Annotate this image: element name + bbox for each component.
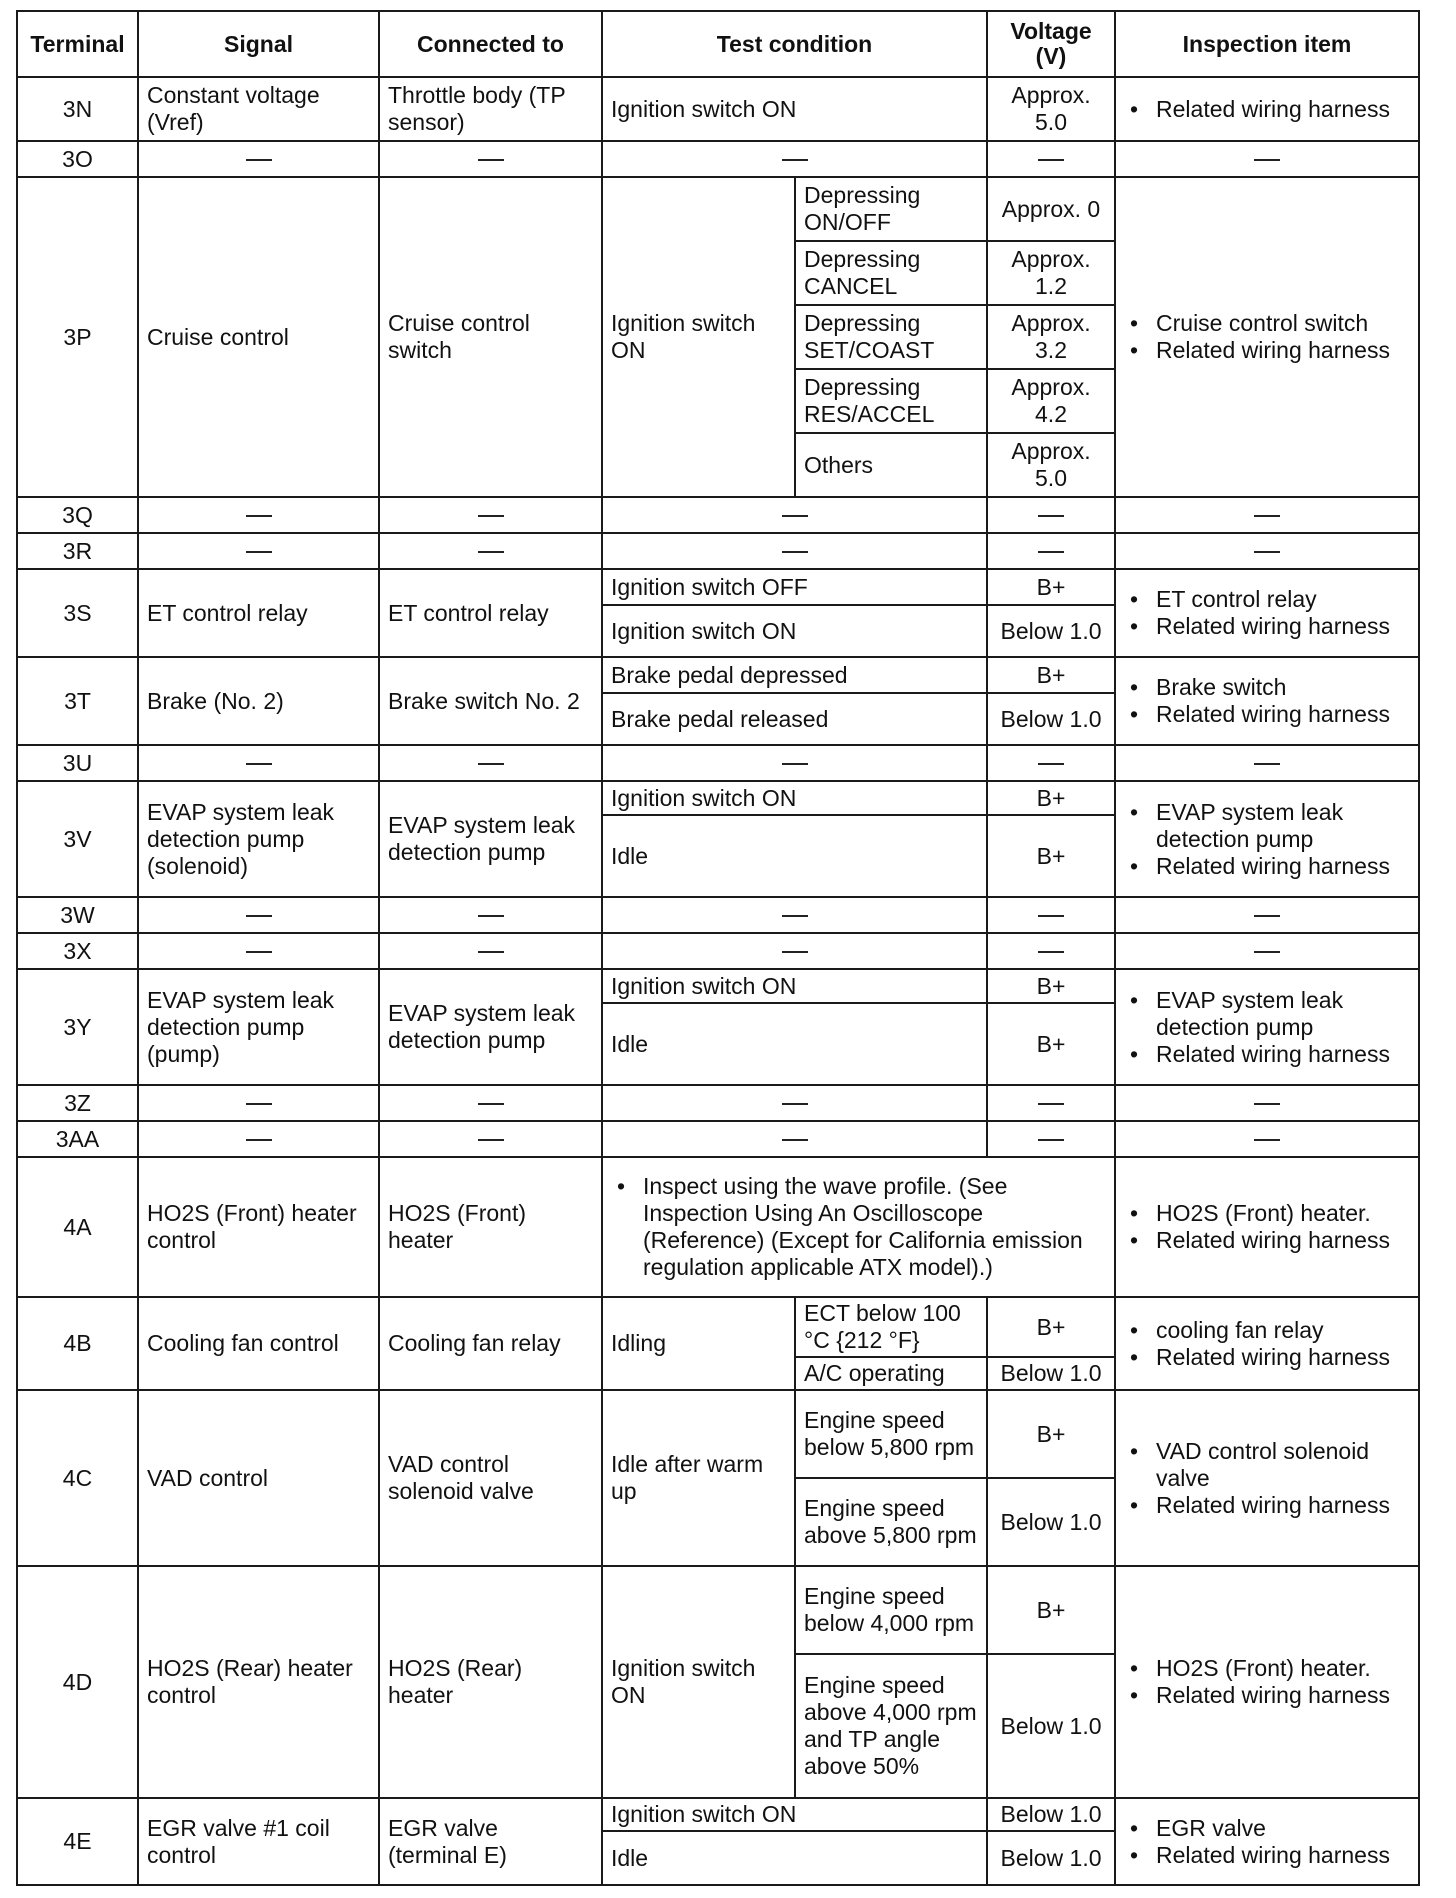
dash-cell <box>379 533 602 569</box>
inspection-item: • HO2S (Front) heater. <box>1124 1655 1410 1682</box>
sub-condition-cell: Brake pedal depressed <box>602 657 987 693</box>
inspection-cell <box>1115 781 1419 897</box>
dash-cell <box>379 1121 602 1157</box>
terminal-cell: 4B <box>17 1297 138 1390</box>
signal-cell: VAD control <box>138 1390 379 1566</box>
terminal-cell: 3N <box>17 77 138 141</box>
sub-condition-cell: Engine speed above 5,800 rpm <box>795 1478 987 1566</box>
inspection-item: • Related wiring harness <box>1124 613 1410 640</box>
sub-condition-cell: Others <box>795 433 987 497</box>
connected-cell: Brake switch No. 2 <box>379 657 602 745</box>
inspection-item: • Related wiring harness <box>1124 337 1410 364</box>
dash-mark <box>246 515 272 517</box>
dash-mark <box>782 1139 808 1141</box>
dash-mark <box>1038 915 1064 917</box>
connected-cell: EVAP system leak detection pump <box>379 781 602 897</box>
inspection-cell <box>1115 569 1419 657</box>
voltage-cell: B+ <box>987 657 1115 693</box>
sub-condition-cell: Engine speed below 5,800 rpm <box>795 1390 987 1478</box>
dash-mark <box>246 159 272 161</box>
connected-cell: EGR valve (terminal E) <box>379 1798 602 1885</box>
table-row <box>17 1157 1419 1297</box>
dash-cell <box>987 897 1115 933</box>
dash-mark <box>782 915 808 917</box>
terminal-cell: 3T <box>17 657 138 745</box>
dash-mark <box>478 515 504 517</box>
dash-mark <box>782 159 808 161</box>
dash-cell <box>138 1085 379 1121</box>
dash-mark <box>246 551 272 553</box>
table-row <box>17 1085 1419 1121</box>
terminal-cell: 3Y <box>17 969 138 1085</box>
dash-mark <box>246 1139 272 1141</box>
inspection-cell <box>1115 1566 1419 1798</box>
terminal-cell: 3P <box>17 177 138 497</box>
voltage-cell: Below 1.0 <box>987 1798 1115 1831</box>
inspection-item: • HO2S (Front) heater. <box>1124 1200 1410 1227</box>
sub-condition-cell: Depressing CANCEL <box>795 241 987 305</box>
dash-cell <box>987 1085 1115 1121</box>
dash-cell <box>987 497 1115 533</box>
table-row <box>17 1566 1419 1654</box>
dash-mark <box>1038 763 1064 765</box>
inspection-item: • Related wiring harness <box>1124 1682 1410 1709</box>
dash-cell <box>602 1121 987 1157</box>
dash-cell <box>138 497 379 533</box>
dash-mark <box>782 951 808 953</box>
condition-cell: Ignition switch ON <box>602 177 795 497</box>
dash-cell <box>1115 533 1419 569</box>
voltage-cell: B+ <box>987 969 1115 1003</box>
table-row <box>17 933 1419 969</box>
table-row <box>17 569 1419 605</box>
sub-condition-cell: Idle <box>602 1003 987 1085</box>
dash-cell <box>987 141 1115 177</box>
condition-cell: Ignition switch ON <box>602 77 987 141</box>
condition-note: • Inspect using the wave profile. (See Inspection Using An Oscilloscope (Reference) (Except for California emission regulation applicable ATX model).) <box>611 1173 1106 1281</box>
dash-mark <box>782 1103 808 1105</box>
sub-condition-cell: Ignition switch ON <box>602 969 987 1003</box>
table-row <box>17 141 1419 177</box>
dash-mark <box>1038 1139 1064 1141</box>
dash-cell <box>138 533 379 569</box>
terminal-cell: 3Z <box>17 1085 138 1121</box>
dash-cell <box>379 1085 602 1121</box>
terminal-cell: 3W <box>17 897 138 933</box>
voltage-cell: Approx. 4.2 <box>987 369 1115 433</box>
signal-cell: Constant voltage (Vref) <box>138 77 379 141</box>
terminal-cell: 4C <box>17 1390 138 1566</box>
dash-mark <box>478 1139 504 1141</box>
dash-cell <box>1115 497 1419 533</box>
dash-cell <box>602 533 987 569</box>
connected-cell: EVAP system leak detection pump <box>379 969 602 1085</box>
signal-cell: ET control relay <box>138 569 379 657</box>
voltage-cell: Below 1.0 <box>987 1478 1115 1566</box>
voltage-cell: Approx. 3.2 <box>987 305 1115 369</box>
dash-mark <box>246 763 272 765</box>
voltage-cell: B+ <box>987 781 1115 815</box>
dash-mark <box>1254 551 1280 553</box>
voltage-cell: B+ <box>987 1390 1115 1478</box>
dash-mark <box>1038 951 1064 953</box>
inspection-item: • Cruise control switch <box>1124 310 1410 337</box>
dash-mark <box>782 515 808 517</box>
dash-cell <box>379 141 602 177</box>
connected-cell: VAD control solenoid valve <box>379 1390 602 1566</box>
condition-cell: Idling <box>602 1297 795 1390</box>
signal-cell: EVAP system leak detection pump (pump) <box>138 969 379 1085</box>
connected-cell: Cruise control switch <box>379 177 602 497</box>
condition-cell: Ignition switch ON <box>602 1566 795 1798</box>
terminal-cell: 3R <box>17 533 138 569</box>
signal-cell: EVAP system leak detection pump (solenoid) <box>138 781 379 897</box>
voltage-cell: Below 1.0 <box>987 1357 1115 1390</box>
table-row <box>17 497 1419 533</box>
sub-condition-cell: A/C operating <box>795 1357 987 1390</box>
connected-cell: HO2S (Rear) heater <box>379 1566 602 1798</box>
voltage-cell: B+ <box>987 815 1115 897</box>
connected-cell: ET control relay <box>379 569 602 657</box>
table-row <box>17 77 1419 141</box>
condition-cell: Idle after warm up <box>602 1390 795 1566</box>
table-row <box>17 533 1419 569</box>
terminal-cell: 4E <box>17 1798 138 1885</box>
sub-condition-cell: Idle <box>602 1831 987 1885</box>
inspection-item: • Related wiring harness <box>1124 853 1410 880</box>
header-voltage: Voltage (V) <box>987 11 1115 77</box>
table-row <box>17 177 1419 241</box>
dash-mark <box>478 915 504 917</box>
table-row <box>17 969 1419 1003</box>
table-row <box>17 1798 1419 1831</box>
table-row <box>17 657 1419 693</box>
inspection-item: • Related wiring harness <box>1124 1041 1410 1068</box>
dash-mark <box>478 159 504 161</box>
sub-condition-cell: ECT below 100 °C {212 °F} <box>795 1297 987 1357</box>
condition-cell <box>602 1157 1115 1297</box>
sub-condition-cell: Depressing RES/ACCEL <box>795 369 987 433</box>
signal-cell: HO2S (Front) heater control <box>138 1157 379 1297</box>
terminal-cell: 3AA <box>17 1121 138 1157</box>
dash-cell <box>602 497 987 533</box>
dash-mark <box>1254 159 1280 161</box>
terminal-cell: 3O <box>17 141 138 177</box>
header-terminal: Terminal <box>17 11 138 77</box>
connected-cell: HO2S (Front) heater <box>379 1157 602 1297</box>
inspection-cell <box>1115 1297 1419 1390</box>
sub-condition-cell: Ignition switch ON <box>602 781 987 815</box>
sub-condition-cell: Brake pedal released <box>602 693 987 745</box>
table-row <box>17 1390 1419 1478</box>
dash-cell <box>1115 141 1419 177</box>
inspection-item: • EGR valve <box>1124 1815 1410 1842</box>
dash-mark <box>1254 763 1280 765</box>
dash-cell <box>1115 1121 1419 1157</box>
table-row <box>17 1297 1419 1357</box>
terminal-cell: 3U <box>17 745 138 781</box>
dash-mark <box>246 915 272 917</box>
dash-cell <box>1115 933 1419 969</box>
inspection-item: • Related wiring harness <box>1124 1492 1410 1519</box>
voltage-cell: Approx. 1.2 <box>987 241 1115 305</box>
terminal-cell: 3X <box>17 933 138 969</box>
dash-mark <box>1038 515 1064 517</box>
header-connected-to: Connected to <box>379 11 602 77</box>
table-row <box>17 781 1419 815</box>
dash-cell <box>1115 897 1419 933</box>
header-inspection-item: Inspection item <box>1115 11 1419 77</box>
inspection-cell <box>1115 1390 1419 1566</box>
terminal-cell: 3S <box>17 569 138 657</box>
signal-cell: Brake (No. 2) <box>138 657 379 745</box>
inspection-item: • Related wiring harness <box>1124 1344 1410 1371</box>
sub-condition-cell: Engine speed above 4,000 rpm and TP angle above 50% <box>795 1654 987 1798</box>
voltage-cell: Approx. 5.0 <box>987 433 1115 497</box>
connected-cell: Cooling fan relay <box>379 1297 602 1390</box>
inspection-item: • EVAP system leak detection pump <box>1124 987 1410 1041</box>
table-row <box>17 1121 1419 1157</box>
inspection-item: • Related wiring harness <box>1124 1227 1410 1254</box>
dash-cell <box>379 497 602 533</box>
terminal-cell: 3V <box>17 781 138 897</box>
voltage-cell: Below 1.0 <box>987 693 1115 745</box>
signal-cell: EGR valve #1 coil control <box>138 1798 379 1885</box>
voltage-cell: Approx. 0 <box>987 177 1115 241</box>
dash-mark <box>246 1103 272 1105</box>
table-row <box>17 897 1419 933</box>
sub-condition-cell: Ignition switch OFF <box>602 569 987 605</box>
dash-cell <box>602 933 987 969</box>
dash-cell <box>138 933 379 969</box>
voltage-cell: B+ <box>987 1566 1115 1654</box>
inspection-item: • Brake switch <box>1124 674 1410 701</box>
dash-mark <box>1038 1103 1064 1105</box>
sub-condition-cell: Depressing SET/COAST <box>795 305 987 369</box>
inspection-cell <box>1115 1157 1419 1297</box>
dash-cell <box>379 933 602 969</box>
dash-cell <box>602 1085 987 1121</box>
header-signal: Signal <box>138 11 379 77</box>
dash-cell <box>379 745 602 781</box>
dash-cell <box>1115 745 1419 781</box>
signal-cell: Cruise control <box>138 177 379 497</box>
inspection-item: • ET control relay <box>1124 586 1410 613</box>
signal-cell: Cooling fan control <box>138 1297 379 1390</box>
inspection-item: • EVAP system leak detection pump <box>1124 799 1410 853</box>
sub-condition-cell: Engine speed below 4,000 rpm <box>795 1566 987 1654</box>
inspection-item: • VAD control solenoid valve <box>1124 1438 1410 1492</box>
inspection-item: • Related wiring harness <box>1124 96 1410 123</box>
terminal-cell: 4D <box>17 1566 138 1798</box>
inspection-item: • Related wiring harness <box>1124 701 1410 728</box>
sub-condition-cell: Ignition switch ON <box>602 605 987 657</box>
voltage-cell: B+ <box>987 1003 1115 1085</box>
header-row <box>17 11 1419 77</box>
dash-cell <box>602 897 987 933</box>
signal-cell: HO2S (Rear) heater control <box>138 1566 379 1798</box>
terminal-cell: 4A <box>17 1157 138 1297</box>
dash-cell <box>987 745 1115 781</box>
dash-cell <box>379 897 602 933</box>
inspection-cell <box>1115 969 1419 1085</box>
header-test-condition: Test condition <box>602 11 987 77</box>
dash-mark <box>782 763 808 765</box>
dash-cell <box>138 141 379 177</box>
terminal-cell: 3Q <box>17 497 138 533</box>
dash-cell <box>138 745 379 781</box>
voltage-cell: Below 1.0 <box>987 1654 1115 1798</box>
inspection-item: • cooling fan relay <box>1124 1317 1410 1344</box>
inspection-item: • Related wiring harness <box>1124 1842 1410 1869</box>
connected-cell: Throttle body (TP sensor) <box>379 77 602 141</box>
dash-mark <box>1254 915 1280 917</box>
dash-mark <box>478 551 504 553</box>
dash-cell <box>138 1121 379 1157</box>
dash-mark <box>782 551 808 553</box>
dash-mark <box>1254 1139 1280 1141</box>
dash-mark <box>1038 551 1064 553</box>
dash-mark <box>478 1103 504 1105</box>
dash-cell <box>1115 1085 1419 1121</box>
inspection-cell <box>1115 177 1419 497</box>
dash-mark <box>246 951 272 953</box>
sub-condition-cell: Ignition switch ON <box>602 1798 987 1831</box>
sub-condition-cell: Idle <box>602 815 987 897</box>
dash-mark <box>1254 951 1280 953</box>
dash-mark <box>1254 515 1280 517</box>
dash-mark <box>478 763 504 765</box>
dash-cell <box>138 897 379 933</box>
voltage-cell: B+ <box>987 1297 1115 1357</box>
inspection-cell <box>1115 1798 1419 1885</box>
voltage-cell: Below 1.0 <box>987 605 1115 657</box>
terminal-voltage-table <box>16 10 1420 1886</box>
dash-cell <box>602 745 987 781</box>
sub-condition-cell: Depressing ON/OFF <box>795 177 987 241</box>
voltage-cell: B+ <box>987 569 1115 605</box>
table-row <box>17 745 1419 781</box>
dash-mark <box>1254 1103 1280 1105</box>
dash-cell <box>987 933 1115 969</box>
dash-cell <box>987 533 1115 569</box>
dash-mark <box>1038 159 1064 161</box>
dash-cell <box>602 141 987 177</box>
inspection-cell <box>1115 657 1419 745</box>
voltage-cell: Below 1.0 <box>987 1831 1115 1885</box>
voltage-cell: Approx. 5.0 <box>987 77 1115 141</box>
inspection-cell <box>1115 77 1419 141</box>
dash-mark <box>478 951 504 953</box>
dash-cell <box>987 1121 1115 1157</box>
